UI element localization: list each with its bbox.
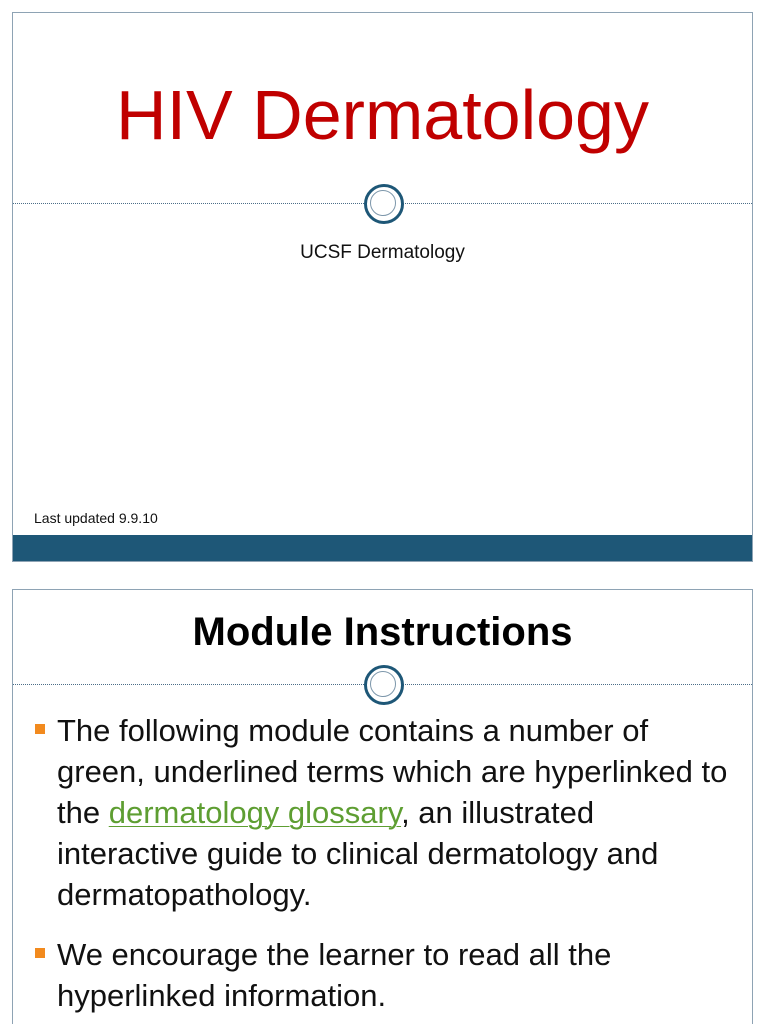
bullet-text-end: , an illustrated interactive guide to clinical dermatology and dermatopathology. [57,795,659,912]
slide-title: HIV Dermatology [116,76,649,154]
title-slide [12,12,753,562]
glossary-link[interactable]: dermatology glossary [108,795,402,830]
slide-title: Module Instructions [192,610,573,654]
ring-icon [364,665,404,705]
instructions-slide [12,589,753,1024]
slide-footer-bar [13,535,752,561]
title-divider [13,184,752,224]
ring-icon [364,184,404,224]
title-divider [13,665,752,705]
list-item [35,934,734,1016]
bullet-text: We encourage the learner to read all the hyperlinked information. [57,937,612,1013]
list-item [35,710,734,915]
bullet-text-start: The following module contains a number of green, underlined terms which are hyperlinked to the [57,713,728,830]
slide-subtitle: UCSF Dermatology [300,242,465,263]
square-bullet-icon [35,948,45,958]
last-updated-note: Last updated 9.9.10 [34,510,158,526]
square-bullet-icon [35,724,45,734]
bullet-list [35,710,734,1024]
